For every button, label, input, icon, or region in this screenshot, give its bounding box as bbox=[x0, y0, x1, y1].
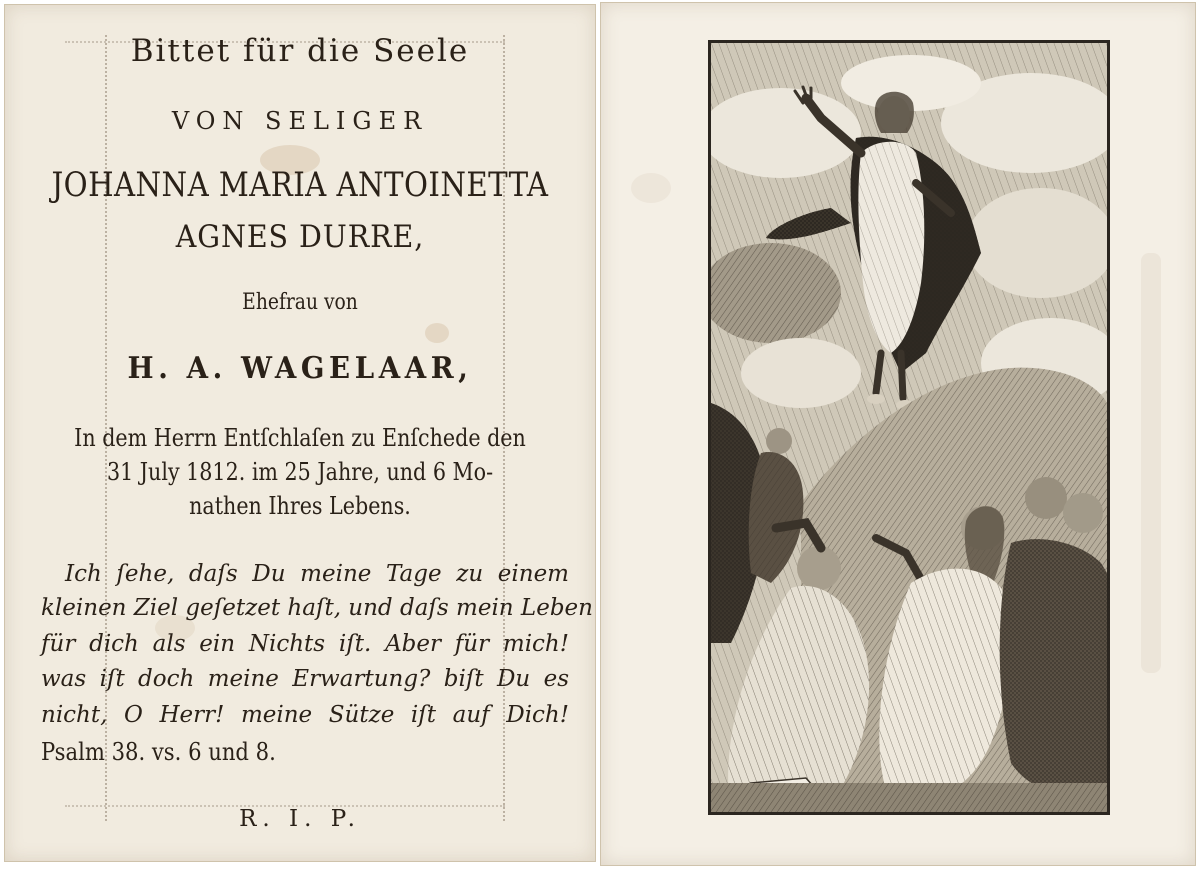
deceased-name-line-2: AGNES DURRE, bbox=[175, 219, 425, 255]
verse-line: was iſt doch meine Erwartung? biſt Du es bbox=[41, 666, 569, 692]
death-notice-line: 31 July 1812. im 25 Jahre, und 6 Mo- bbox=[106, 458, 494, 486]
death-notice-line: In dem Herrn Entſchlaſen zu Enſchede den bbox=[74, 424, 526, 452]
memorial-card-text-side bbox=[4, 4, 596, 862]
bleed-through-text bbox=[631, 173, 671, 203]
engraving-illustration bbox=[711, 43, 1107, 812]
verse-line: nicht, O Herr! meine Sütze iſt auf Dich! bbox=[41, 702, 569, 728]
paper-stain bbox=[425, 323, 449, 343]
verse-line: kleinen Ziel geſetzet haſt, und daſs mein Leben bbox=[41, 595, 593, 621]
ascension-engraving bbox=[708, 40, 1110, 815]
heading-von-seliger: VON SELIGER bbox=[171, 107, 429, 135]
bleed-through-text bbox=[1141, 253, 1161, 673]
husband-name: H. A. WAGELAAR, bbox=[127, 351, 473, 386]
rip-closing: R. I. P. bbox=[239, 806, 361, 832]
heading-bittet: Bittet für die Seele bbox=[130, 33, 470, 69]
psalm-reference: Psalm 38. vs. 6 und 8. bbox=[41, 738, 276, 766]
ehefrau-label: Ehefrau von bbox=[242, 290, 358, 315]
deceased-name-line-1: JOHANNA MARIA ANTOINETTA bbox=[51, 165, 549, 205]
death-notice-line: nathen Ihres Lebens. bbox=[189, 492, 411, 520]
verse-line: Ich ſehe, daſs Du meine Tage zu einem bbox=[65, 561, 569, 587]
verse-line: für dich als ein Nichts iſt. Aber für mich! bbox=[41, 631, 569, 657]
